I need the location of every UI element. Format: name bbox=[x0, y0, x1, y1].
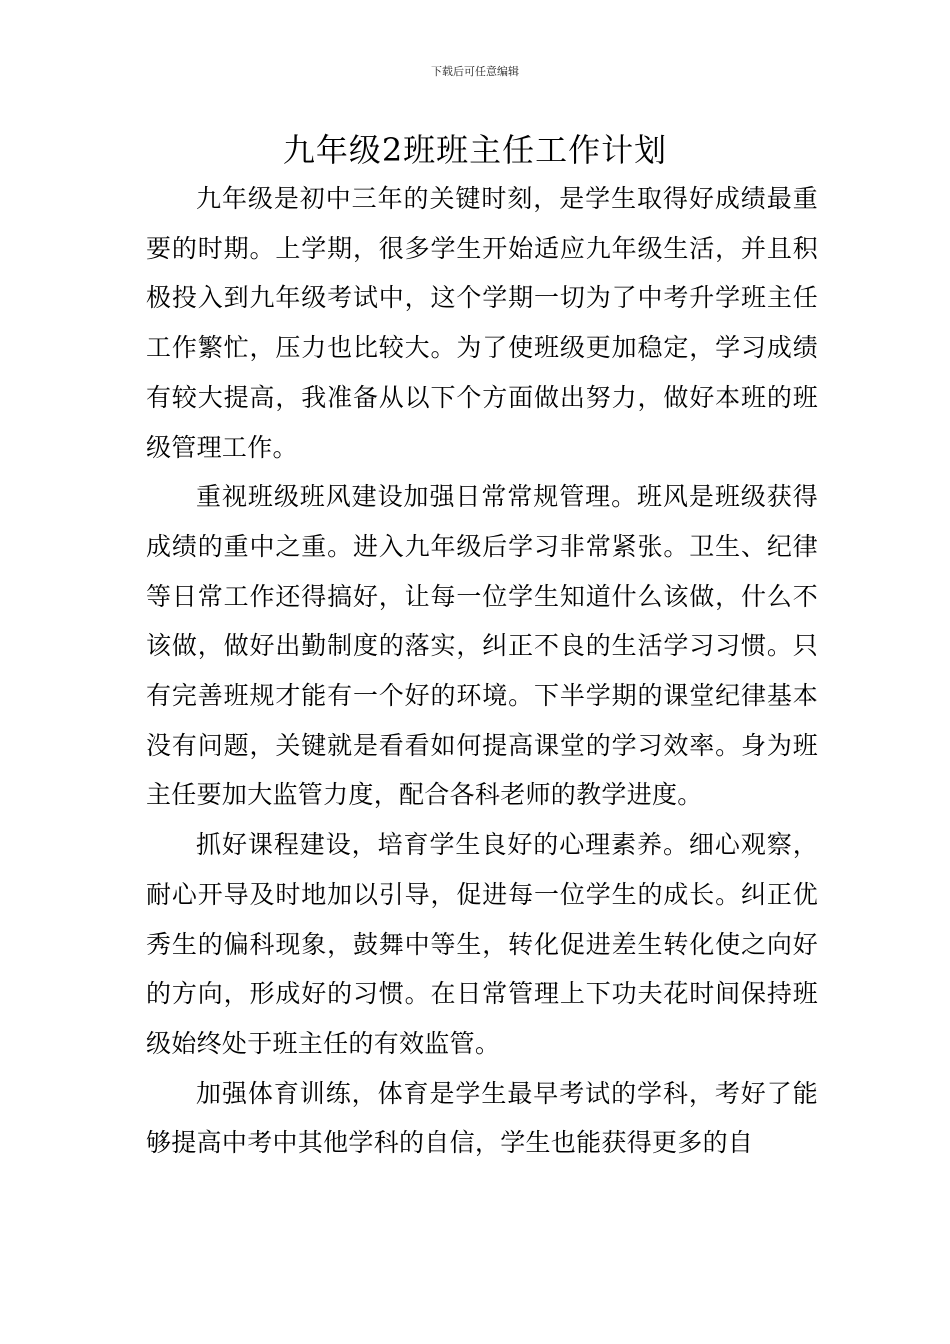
document-title: 九年级2班班主任工作计划 bbox=[282, 131, 668, 169]
header-note: 下载后可任意编辑 bbox=[431, 65, 519, 78]
paragraph-4: 加强体育训练，体育是学生最早考试的学科，考好了能够提高中考中其他学科的自信，学生也能获得更多的自 bbox=[146, 1078, 818, 1158]
paragraph-3: 抓好课程建设，培育学生良好的心理素养。细心观察，耐心开导及时地加以引导，促进每一位学生的成长。纠正优秀生的偏科现象，鼓舞中等生，转化促进差生转化使之向好的方向，形成好的习惯。在日常管理上下功夫花时间保持班级始终处于班主任的有效监管。 bbox=[146, 830, 818, 1058]
paragraph-1: 九年级是初中三年的关键时刻，是学生取得好成绩最重要的时期。上学期，很多学生开始适应九年级生活，并且积极投入到九年级考试中，这个学期一切为了中考升学班主任工作繁忙，压力也比较大。为了使班级更加稳定，学习成绩有较大提高，我准备从以下个方面做出努力，做好本班的班级管理工作。 bbox=[146, 184, 818, 462]
paragraph-2: 重视班级班风建设加强日常常规管理。班风是班级获得成绩的重中之重。进入九年级后学习非常紧张。卫生、纪律等日常工作还得搞好，让每一位学生知道什么该做，什么不该做，做好出勤制度的落实，纠正不良的生活学习习惯。只有完善班规才能有一个好的环境。下半学期的课堂纪律基本没有问题，关键就是看看如何提高课堂的学习效率。身为班主任要加大监管力度，配合各科老师的教学进度。 bbox=[146, 482, 818, 810]
document-body bbox=[146, 174, 818, 1168]
